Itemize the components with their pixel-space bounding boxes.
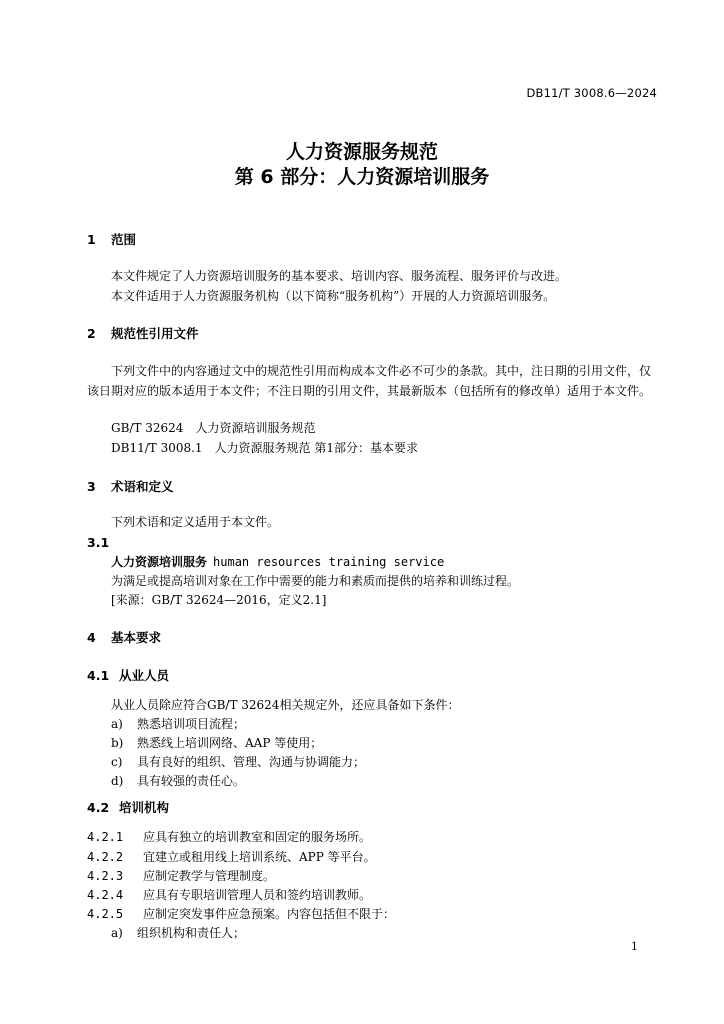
- clause: [87, 848, 376, 866]
- list-marker: b): [111, 736, 124, 750]
- list-marker: c): [111, 755, 123, 769]
- section-number: 2: [87, 326, 96, 341]
- term-number: 3.1: [87, 535, 110, 550]
- term-source: [来源：GB/T 32624—2016，定义2.1]: [111, 593, 327, 607]
- clause-number: 4.2.2: [87, 850, 124, 864]
- paragraph: 本文件适用于人力资源服务机构（以下简称“服务机构”）开展的人力资源培训服务。: [111, 289, 556, 303]
- list-text: 具有良好的组织、管理、沟通与协调能力；: [137, 755, 366, 769]
- clause-text: 应制定突发事件应急预案。内容包括但不限于：: [143, 907, 396, 921]
- list-marker: a): [111, 926, 123, 940]
- section-number: 4.2: [87, 800, 110, 815]
- clause-text: 应具有专职培训管理人员和签约培训教师。: [143, 888, 372, 902]
- clause: [87, 886, 371, 904]
- term-english: human resources training service: [213, 555, 445, 569]
- reference-item: DB11/T 3008.1 人力资源服务规范 第1部分：基本要求: [111, 441, 419, 455]
- list-item: [111, 924, 245, 942]
- term-heading: [111, 553, 444, 571]
- clause: [87, 867, 275, 885]
- list-item: [111, 772, 245, 790]
- list-item: [111, 753, 365, 771]
- clause-text: 应制定教学与管理制度。: [143, 869, 276, 883]
- reference-item: GB/T 32624 人力资源培训服务规范: [111, 421, 316, 435]
- section-4-heading: [87, 629, 161, 647]
- section-number: 4: [87, 630, 96, 645]
- clause-number: 4.2.5: [87, 907, 124, 921]
- section-title: 从业人员: [119, 668, 170, 683]
- clause-number: 4.2.1: [87, 830, 124, 844]
- list-text: 熟悉线上培训网络、AAP 等使用；: [137, 736, 323, 750]
- title-line-1: 人力资源服务规范: [285, 141, 438, 163]
- term-name: 人力资源培训服务: [111, 555, 208, 569]
- section-title: 基本要求: [111, 630, 162, 645]
- clause: [87, 905, 395, 923]
- list-marker: d): [111, 774, 124, 788]
- document-title: [0, 140, 724, 190]
- section-title: 术语和定义: [111, 479, 174, 494]
- page-number: 1: [631, 940, 638, 953]
- section-title: 范围: [111, 232, 137, 247]
- list-marker: a): [111, 717, 123, 731]
- term-definition: 为满足或提高培训对象在工作中需要的能力和素质而提供的培养和训练过程。: [111, 574, 520, 588]
- section-title: 培训机构: [119, 800, 170, 815]
- clause-text: 宜建立或租用线上培训系统、APP 等平台。: [143, 850, 376, 864]
- paragraph: 下列术语和定义适用于本文件。: [111, 515, 280, 529]
- section-number: 3: [87, 479, 96, 494]
- section-number: 4.1: [87, 668, 110, 683]
- section-4-1-heading: [87, 667, 169, 685]
- list-text: 熟悉培训项目流程；: [137, 717, 246, 731]
- section-3-heading: [87, 478, 174, 496]
- clause-number: 4.2.3: [87, 869, 124, 883]
- list-text: 具有较强的责任心。: [137, 774, 246, 788]
- clause-text: 应具有独立的培训教室和固定的服务场所。: [143, 830, 372, 844]
- section-1-heading: [87, 231, 136, 249]
- section-number: 1: [87, 232, 96, 247]
- title-line-2: 第 6 部分：人力资源培训服务: [234, 166, 490, 188]
- paragraph: 从业人员除应符合GB/T 32624相关规定外，还应具备如下条件：: [111, 698, 460, 712]
- list-item: [111, 715, 245, 733]
- paragraph: 下列文件中的内容通过文中的规范性引用而构成本文件必不可少的条款。其中，注日期的引用文件，仅该日期对应的版本适用于本文件；不注日期的引用文件，其最新版本（包括所有的修改单）适用于本文件。: [87, 364, 652, 398]
- clause-number: 4.2.4: [87, 888, 124, 902]
- section-4-2-heading: [87, 799, 169, 817]
- document-code: DB11/T 3008.6—2024: [526, 86, 657, 100]
- paragraph: 本文件规定了人力资源培训服务的基本要求、培训内容、服务流程、服务评价与改进。: [111, 269, 568, 283]
- list-text: 组织机构和责任人；: [137, 926, 246, 940]
- section-title: 规范性引用文件: [111, 326, 199, 341]
- list-item: [111, 734, 322, 752]
- section-2-heading: [87, 325, 199, 343]
- clause: [87, 828, 371, 846]
